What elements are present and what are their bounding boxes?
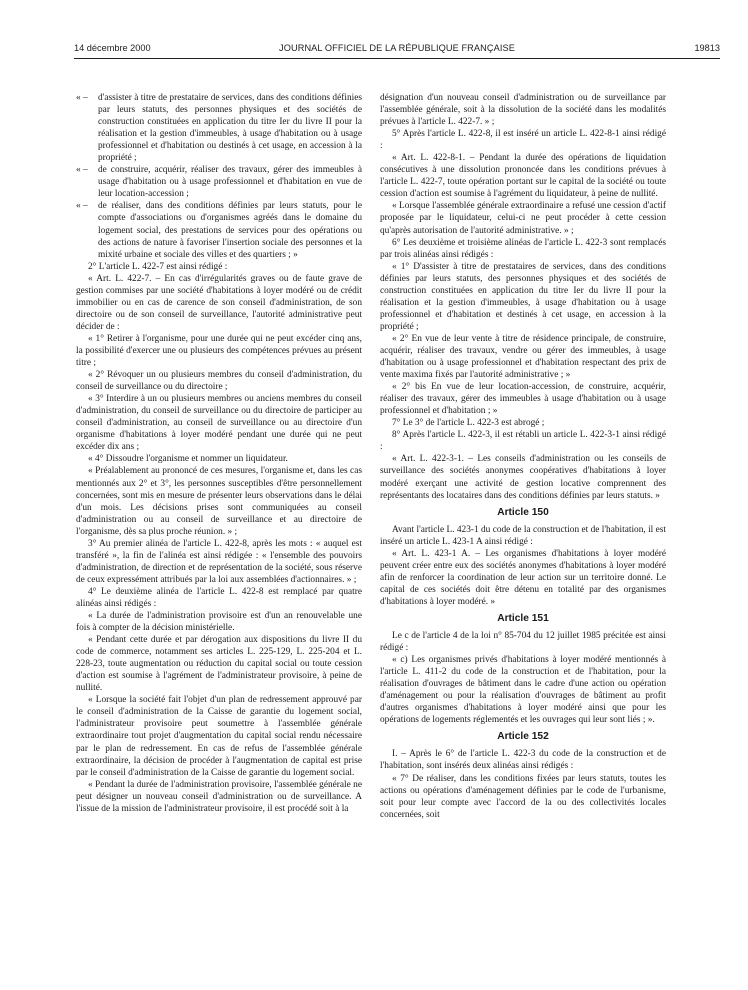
paragraph: « 1° Retirer à l'organisme, pour une durée qui ne peut excéder cinq ans, la possibilité d'exercer une ou plusieurs des compétences prévues au présent titre ; <box>76 333 362 369</box>
dash-mark: « – <box>76 165 88 176</box>
paragraph: 2° L'article L. 422-7 est ainsi rédigé : <box>88 261 228 272</box>
paragraph: « 2° En vue de leur vente à titre de résidence principale, de construire, acquérir, réaliser des travaux, vendre ou gérer des immeubles, à usage d'habitation ou à usage professionnel et d'habitation respectant des prix de vente maxima fixés par l'autorité administrative ; » <box>380 333 666 381</box>
list-item-text: de réaliser, dans des conditions définies par leurs statuts, pour le compte d'associations ou d'organismes agréés dans le domaine du logement social, des prestations de services pour des opérations ou des actions de nature à favoriser l'insertion sociale des personnes et la mixité urbaine et sociale des villes et des quartiers ; » <box>98 201 362 260</box>
dash-mark: « – <box>76 201 88 212</box>
paragraph: « Art. L. 423-1 A. – Les organismes d'habitations à loyer modéré peuvent créer entre eux des sociétés anonymes d'habitations à loyer modéré afin de renforcer la coordination de leur action sur un territoire donné. Le capital de ces sociétés doit être détenu en totalité par des organismes d'habitations à loyer modéré. » <box>380 548 666 607</box>
article-heading: Article 151 <box>497 612 549 624</box>
paragraph: « Lorsque la société fait l'objet d'un plan de redressement approuvé par le conseil d'administration de la Caisse de garantie du logement social, l'administrateur provisoire peut soumettre à l'assemblée générale extraordinaire tout projet d'augmentation du capital social rendu nécessaire par le plan de redressement. En cas de refus de l'assemblée générale extraordinaire, la décision de procéder à l'augmentation de capital est prise par le conseil d'administration de la Caisse de garantie du logement social. <box>76 695 362 778</box>
paragraph: « Préalablement au prononcé de ces mesures, l'organisme et, dans les cas mentionnés aux 2° et 3°, les personnes susceptibles d'être personnellement concernées, sont mis en mesure de présenter leurs observations dans le délai d'un mois. Les décisions prises sont communiquées au conseil d'administration ou au conseil de surveillance et au directoire de l'organisme, dès sa plus proche réunion. » ; <box>76 466 362 537</box>
header-date: 14 décembre 2000 <box>74 43 151 53</box>
paragraph: « 2° bis En vue de leur location-accession, de construire, acquérir, réaliser des travaux, gérer des immeubles à usage d'habitation ou à usage professionnel et d'habitation ; » <box>380 382 666 417</box>
paragraph: « 2° Révoquer un ou plusieurs membres du conseil d'administration, du conseil de surveillance ou du directoire ; <box>76 370 362 393</box>
paragraph: « 7° De réaliser, dans les conditions fixées par leurs statuts, toutes les actions ou opérations d'aménagement définies par le code de l'urbanisme, soit pour leur compte avec l'accord de la ou des collectivités locales concernées, soit <box>380 773 666 820</box>
paragraph: « 4° Dissoudre l'organisme et nommer un liquidateur. <box>88 454 288 465</box>
paragraph: 4° Le deuxième alinéa de l'article L. 422-8 est remplacé par quatre alinéas ainsi rédigés : <box>76 586 362 609</box>
paragraph: 3° Au premier alinéa de l'article L. 422-8, après les mots : « auquel est transféré », la fin de l'alinéa est ainsi rédigée : « l'ensemble des pouvoirs d'administration, de direction et de représentation de la société, sous réserve de ceux expressément attribués par la loi aux assemblées d'actionnaires. » ; <box>76 538 362 585</box>
paragraph: « 3° Interdire à un ou plusieurs membres ou anciens membres du conseil d'administration, du conseil de surveillance ou du directoire de participer au conseil d'administration, au conseil de surveillance ou au directoire d'un organisme d'habitations à loyer modéré pendant une durée qui ne peut excéder dix ans ; <box>76 394 362 453</box>
paragraph: Le c de l'article 4 de la loi n° 85-704 du 12 juillet 1985 précitée est ainsi rédigé : <box>380 631 666 654</box>
paragraph: 5° Après l'article L. 422-8, il est inséré un article L. 422-8-1 ainsi rédigé : <box>380 129 666 152</box>
paragraph: désignation d'un nouveau conseil d'administration ou de surveillance par l'assemblée générale, soit à la dissolution de la société dans les modalités prévues à l'article L. 422-7. » ; <box>380 93 666 128</box>
list-item-text: d'assister à titre de prestataire de services, dans des conditions définies par leurs statuts, des personnes physiques et des sociétés de construction constituées en application du titre Ier du livre II pour la réalisation et la gestion d'immeubles, à usage d'habitation ou à usage professionnel et d'habitation ou destinés à cet usage, en accession à la propriété ; <box>98 93 362 164</box>
dash-mark: « – <box>76 93 88 103</box>
paragraph: « Pendant cette durée et par dérogation aux dispositions du livre II du code de commerce, notamment ses articles L. 225-129, L. 225-204 et L. 228-23, toute augmentation ou réduction du capital social ou toute cession d'action est soumise à l'agrément de l'administrateur provisoire, à peine de nullité. <box>76 635 362 694</box>
article-heading: Article 150 <box>497 506 549 518</box>
paragraph: « Pendant la durée de l'administration provisoire, l'assemblée générale ne peut désigner un nouveau conseil d'administration ou de surveillance. A l'issue de la mission de l'administrateur provisoire, il est procédé soit à la <box>76 779 362 814</box>
list-item <box>76 200 362 260</box>
left-column <box>76 92 362 815</box>
page-header <box>74 43 720 57</box>
paragraph: « La durée de l'administration provisoire est d'un an renouvelable une fois à compter de la décision ministérielle. <box>76 611 362 634</box>
paragraph: « Art. L. 422-3-1. – Les conseils d'administration ou les conseils de surveillance des sociétés anonymes coopératives d'habitations à loyer modéré exerçant une activité de gestion locative comprennent des représentants des locataires dans des conditions définies par leurs statuts. » <box>380 454 666 501</box>
page-number: 19813 <box>694 43 720 53</box>
paragraph: « Lorsque l'assemblée générale extraordinaire a refusé une cession d'actif proposée par le liquidateur, celui-ci ne peut procéder à cette cession qu'après autorisation de l'autorité administrative. » ; <box>380 201 666 236</box>
list-item <box>76 92 362 164</box>
paragraph: « 1° D'assister à titre de prestataires de services, dans des conditions définies par leurs statuts, des personnes physiques et des sociétés de construction constituées en application du titre Ier du livre II pour la réalisation et la gestion d'immeubles, à usage d'habitation ou à usage professionnel et d'habitation et destinés à cet usage, en accession à la propriété ; <box>380 261 666 332</box>
paragraph: 7° Le 3° de l'article L. 422-3 est abrogé ; <box>392 418 545 429</box>
paragraph: 6° Les deuxième et troisième alinéas de l'article L. 422-3 sont remplacés par trois alinéas ainsi rédigés : <box>380 237 666 260</box>
paragraph: « c) Les organismes privés d'habitations à loyer modéré mentionnés à l'article L. 411-2 du code de la construction et de l'habitation, pour la réalisation d'ouvrages de bâtiment dans le cadre d'une action ou opération d'aménagement ou pour la réalisation d'ouvrages de bâtiment au profit d'autres organismes d'habitations à loyer modéré ainsi que pour les opérations de logements réglementés et les ouvrages qui leur sont liés ; ». <box>380 655 666 726</box>
list-item-text: de construire, acquérir, réaliser des travaux, gérer des immeubles à usage d'habitation ou à usage professionnel et d'habitation en vue de leur location-accession ; <box>98 165 362 200</box>
paragraph: « Art. L. 422-7. – En cas d'irrégularités graves ou de faute grave de gestion commises par une société d'habitations à loyer modéré ou de crédit immobilier ou en cas de carence de son conseil d'administration, de son directoire ou de son conseil de surveillance, l'autorité administrative peut décider de : <box>76 273 362 332</box>
paragraph: 8° Après l'article L. 422-3, il est rétabli un article L. 422-3-1 ainsi rédigé : <box>380 430 666 453</box>
article-heading: Article 152 <box>497 731 549 743</box>
paragraph: « Art. L. 422-8-1. – Pendant la durée des opérations de liquidation consécutives à une dissolution prononcée dans les conditions prévues à l'article L. 422-7, toute opération portant sur le capital de la société ou toute cession d'action est soumise à l'agrément du liquidateur, à peine de nullité. <box>380 153 666 200</box>
list-item <box>76 164 362 200</box>
paragraph: I. – Après le 6° de l'article L. 422-3 du code de la construction et de l'habitation, sont insérés deux alinéas ainsi rédigés : <box>380 749 666 772</box>
journal-title: JOURNAL OFFICIEL DE LA RÉPUBLIQUE FRANÇAISE <box>279 43 515 53</box>
paragraph: Avant l'article L. 423-1 du code de la construction et de l'habitation, il est inséré un article L. 423-1 A ainsi rédigé : <box>380 524 666 547</box>
right-column <box>380 92 666 821</box>
header-rule <box>74 58 720 59</box>
